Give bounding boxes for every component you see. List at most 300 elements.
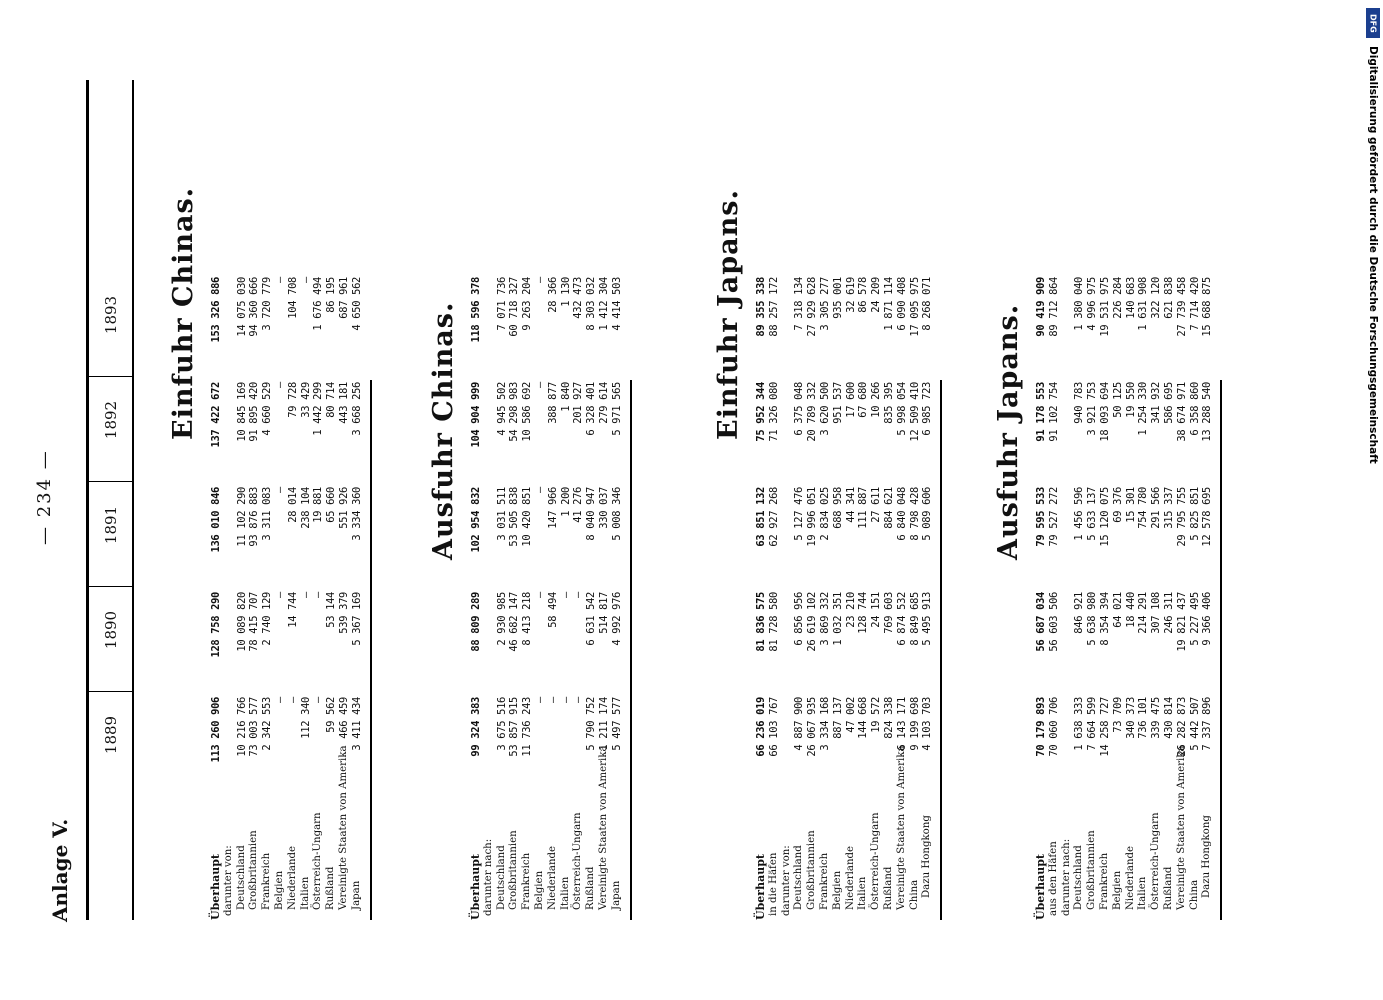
- table-cell: 33 429: [299, 382, 312, 418]
- table-cell: [223, 382, 236, 480]
- column-divider: [86, 691, 134, 692]
- table-cell: 91 895 420: [248, 382, 261, 442]
- table-cell: 824 338: [883, 697, 895, 739]
- table-cell: [483, 592, 496, 690]
- row-label: Niederlande: [546, 845, 558, 910]
- table-cell: 19 821 437: [1175, 592, 1188, 652]
- table-cell: 1 638 333: [1073, 697, 1086, 751]
- row-label: Italien: [1137, 876, 1149, 910]
- year-header-1891: 1891: [102, 505, 120, 545]
- row-label: Dazu Hongkong: [1201, 815, 1213, 898]
- table-cell: 17 600: [844, 382, 857, 418]
- table-cell: 78 415 707: [248, 592, 261, 652]
- table-cell: 102 954 832: [470, 487, 482, 553]
- row-label: Deutschland: [793, 845, 805, 910]
- row-label: Österreich-Ungarn: [572, 812, 584, 910]
- page-number: — 234 —: [34, 449, 55, 545]
- table-cell: 884 621: [883, 487, 895, 529]
- table-cell: 1 840: [559, 382, 572, 412]
- table-cell: 18 440: [1124, 592, 1137, 628]
- table-cell: 17 095 975: [908, 277, 921, 337]
- row-label: Niederlande: [1124, 845, 1136, 910]
- section-rule: [630, 380, 632, 920]
- table-cell: —: [546, 697, 559, 703]
- table-cell: 6 840 048: [895, 487, 908, 541]
- row-label: darunter nach:: [1060, 838, 1072, 916]
- row-label: Frankreich: [1099, 852, 1110, 910]
- table-cell: [1061, 487, 1074, 585]
- table-cell: 44 341: [844, 487, 857, 523]
- table-cell: 4 650 562: [350, 277, 363, 331]
- table-cell: 88 809 289: [470, 592, 482, 652]
- row-label: Belgien: [831, 870, 843, 910]
- table-cell: 10 089 820: [235, 592, 248, 652]
- table-cell: 89 712 864: [1047, 277, 1060, 337]
- table-cell: 226 284: [1111, 277, 1124, 319]
- table-cell: 1 254 330: [1137, 382, 1150, 436]
- row-label: Österreich-Ungarn: [312, 812, 324, 910]
- row-label: Vereinigte Staaten von Amerika: [338, 745, 349, 910]
- table-cell: 19 881: [312, 487, 325, 523]
- table-cell: 1 380 040: [1073, 277, 1086, 331]
- table-cell: 887 137: [831, 697, 844, 739]
- table-cell: 466 459: [338, 697, 350, 739]
- table-cell: 15 120 075: [1099, 487, 1111, 547]
- table-cell: —: [559, 592, 572, 598]
- table-cell: 29 795 755: [1175, 487, 1188, 547]
- table-cell: 18 093 694: [1099, 382, 1111, 442]
- column-divider: [86, 481, 134, 482]
- table-cell: 4 996 975: [1086, 277, 1099, 331]
- table-cell: 60 718 327: [508, 277, 521, 337]
- table-cell: 1 200: [559, 487, 572, 517]
- table-cell: 26 282 873: [1175, 697, 1188, 757]
- table-cell: 3 334 168: [819, 697, 831, 751]
- table-cell: [223, 487, 236, 585]
- table-cell: [781, 382, 794, 480]
- table-cell: —: [299, 592, 312, 598]
- table-cell: 14 744: [286, 592, 299, 628]
- row-label: darunter von:: [780, 845, 792, 916]
- table-cell: —: [312, 697, 325, 703]
- table-cell: 5 825 851: [1188, 487, 1201, 541]
- table-cell: —: [534, 277, 546, 283]
- year-header-1892: 1892: [102, 400, 120, 440]
- table-cell: 14 258 727: [1099, 697, 1111, 757]
- table-cell: 736 101: [1137, 697, 1150, 739]
- table-cell: [483, 697, 496, 795]
- table-cell: 388 877: [546, 382, 559, 424]
- table-cell: 53 505 838: [508, 487, 521, 547]
- section-title: Ausfuhr Chinas.: [428, 301, 459, 560]
- table-cell: 5 633 137: [1086, 487, 1099, 541]
- table-cell: [1061, 382, 1074, 480]
- section-rule: [1220, 380, 1222, 920]
- row-label: darunter nach:: [482, 838, 494, 916]
- section-title: Einfuhr Japans.: [713, 189, 744, 440]
- row-label: Dazu Hongkong: [921, 815, 933, 898]
- table-cell: 940 783: [1073, 382, 1086, 424]
- table-cell: 315 337: [1163, 487, 1175, 529]
- row-label: in die Häfen: [767, 852, 779, 916]
- table-cell: 5 998 054: [895, 382, 908, 436]
- table-cell: 5 971 565: [610, 382, 623, 436]
- table-cell: [781, 697, 794, 795]
- table-cell: 341 932: [1150, 382, 1163, 424]
- row-label: China: [1188, 879, 1200, 910]
- table-cell: 56 603 506: [1047, 592, 1060, 652]
- table-cell: 67 680: [857, 382, 870, 418]
- table-cell: —: [534, 592, 546, 598]
- section-title: Einfuhr Chinas.: [168, 186, 199, 440]
- table-cell: 432 473: [572, 277, 585, 319]
- table-cell: 24 151: [870, 592, 883, 628]
- table-cell: [781, 277, 794, 375]
- table-cell: 3 869 332: [819, 592, 831, 646]
- table-cell: —: [274, 382, 286, 388]
- row-label: darunter von:: [222, 845, 234, 916]
- table-cell: 1 676 494: [312, 277, 325, 331]
- table-cell: 6 143 171: [895, 697, 908, 751]
- row-label: Belgien: [534, 870, 545, 910]
- table-cell: 47 002: [844, 697, 857, 733]
- table-cell: —: [299, 277, 312, 283]
- table-cell: 71 326 080: [767, 382, 780, 442]
- table-cell: 70 179 893: [1035, 697, 1047, 757]
- table-cell: 46 682 147: [508, 592, 521, 652]
- table-cell: 59 562: [325, 697, 338, 733]
- row-label: Niederlande: [286, 845, 298, 910]
- table-cell: 24 209: [870, 277, 883, 313]
- table-cell: 28 366: [546, 277, 559, 313]
- table-cell: 66 103 767: [767, 697, 780, 757]
- row-label: Frankreich: [261, 852, 273, 910]
- annex-label: Anlage V.: [48, 818, 72, 922]
- table-cell: 1 211 174: [598, 697, 610, 751]
- row-label: Italien: [857, 876, 869, 910]
- table-cell: 19 531 975: [1099, 277, 1111, 337]
- table-cell: 15 301: [1124, 487, 1137, 523]
- table-cell: —: [274, 487, 286, 493]
- table-cell: [781, 592, 794, 690]
- table-cell: 19 996 051: [806, 487, 819, 547]
- row-label: Vereinigte Staaten von Amerika: [895, 745, 907, 910]
- row-label: Deutschland: [1073, 845, 1085, 910]
- row-label: China: [908, 879, 920, 910]
- table-cell: 8 354 394: [1099, 592, 1111, 646]
- table-cell: 6 631 542: [585, 592, 598, 646]
- table-cell: 75 952 344: [755, 382, 767, 442]
- table-cell: 19 550: [1124, 382, 1137, 418]
- table-cell: 86 195: [325, 277, 338, 313]
- table-cell: 5 495 913: [921, 592, 934, 646]
- year-header-1893: 1893: [102, 295, 120, 335]
- table-cell: 6 328 401: [585, 382, 598, 436]
- table-cell: 4 660 529: [261, 382, 274, 436]
- table-cell: —: [534, 697, 546, 703]
- table-cell: 99 324 383: [470, 697, 482, 757]
- table-cell: 7 664 599: [1086, 697, 1099, 751]
- table-cell: 20 789 332: [806, 382, 819, 442]
- table-cell: 6 358 860: [1188, 382, 1201, 436]
- table-cell: 86 578: [857, 277, 870, 313]
- table-cell: 53 857 915: [508, 697, 521, 757]
- table-cell: 539 379: [338, 592, 350, 634]
- row-label: Rußland: [1163, 866, 1174, 910]
- table-cell: —: [312, 592, 325, 598]
- row-label: Deutschland: [495, 845, 507, 910]
- table-cell: 10 845 169: [235, 382, 248, 442]
- table-cell: 1 412 304: [598, 277, 610, 331]
- table-cell: 5 638 980: [1086, 592, 1099, 646]
- table-cell: 13 288 540: [1201, 382, 1214, 442]
- table-cell: 136 010 846: [210, 487, 222, 553]
- row-label: Japan: [350, 880, 362, 910]
- table-cell: 69 376: [1111, 487, 1124, 523]
- row-label: Großbritannien: [248, 830, 260, 910]
- table-cell: 15 688 875: [1201, 277, 1214, 337]
- table-cell: 214 291: [1137, 592, 1150, 634]
- table-cell: 586 695: [1163, 382, 1175, 424]
- table-cell: 3 305 277: [819, 277, 831, 331]
- table-cell: 6 874 532: [895, 592, 908, 646]
- column-divider: [86, 376, 134, 377]
- digitization-note: Digitalisierung gefördert durch die Deutsche Forschungsgemeinschaft: [1367, 46, 1379, 464]
- table-cell: 291 566: [1150, 487, 1163, 529]
- table-cell: 64 021: [1111, 592, 1124, 628]
- row-label: Überhaupt: [469, 854, 482, 920]
- table-cell: 6 090 408: [895, 277, 908, 331]
- column-divider: [86, 586, 134, 587]
- table-cell: —: [286, 697, 299, 703]
- table-cell: 6 856 956: [793, 592, 806, 646]
- table-cell: 2 740 129: [261, 592, 274, 646]
- table-cell: 91 102 754: [1047, 382, 1060, 442]
- row-label: Niederlande: [844, 845, 856, 910]
- table-cell: 935 001: [831, 277, 844, 319]
- row-label: Frankreich: [819, 852, 830, 910]
- table-cell: 8 849 685: [908, 592, 921, 646]
- table-cell: 65 660: [325, 487, 338, 523]
- table-cell: 11 736 243: [521, 697, 534, 757]
- table-cell: 94 360 666: [248, 277, 261, 337]
- table-cell: [223, 697, 236, 795]
- table-cell: 79 527 272: [1047, 487, 1060, 547]
- table-cell: —: [572, 592, 585, 598]
- table-cell: 201 927: [572, 382, 585, 424]
- row-label: Belgien: [274, 870, 285, 910]
- section-rule: [370, 380, 372, 920]
- table-cell: 81 836 575: [755, 592, 767, 652]
- row-label: Italien: [299, 876, 311, 910]
- table-cell: 9 263 204: [521, 277, 534, 331]
- table-cell: —: [274, 697, 286, 703]
- table-cell: 70 060 706: [1047, 697, 1060, 757]
- table-cell: 340 373: [1124, 697, 1137, 739]
- table-cell: —: [559, 697, 572, 703]
- table-cell: 3 334 360: [350, 487, 363, 541]
- table-cell: 62 927 268: [767, 487, 780, 547]
- table-cell: 128 744: [857, 592, 870, 634]
- section-rule: [940, 380, 942, 920]
- table-cell: 137 422 672: [210, 382, 222, 448]
- table-cell: 128 758 290: [210, 592, 222, 658]
- table-cell: 835 395: [883, 382, 895, 424]
- table-cell: 2 930 985: [495, 592, 508, 646]
- table-cell: 104 904 999: [470, 382, 482, 448]
- table-cell: 38 674 971: [1175, 382, 1188, 442]
- table-cell: 6 985 723: [921, 382, 934, 436]
- table-cell: 41 276: [572, 487, 585, 523]
- table-cell: 430 814: [1163, 697, 1175, 739]
- table-cell: [781, 487, 794, 585]
- table-cell: 5 227 495: [1188, 592, 1201, 646]
- table-cell: [483, 382, 496, 480]
- table-cell: [1061, 277, 1074, 375]
- table-cell: [1061, 697, 1074, 795]
- table-cell: 10 420 851: [521, 487, 534, 547]
- table-cell: 9 199 698: [908, 697, 921, 751]
- table-cell: 88 257 172: [767, 277, 780, 337]
- table-cell: 621 838: [1163, 277, 1175, 319]
- table-cell: 551 926: [338, 487, 350, 529]
- table-cell: 1 456 596: [1073, 487, 1086, 541]
- table-cell: —: [534, 382, 546, 388]
- table-cell: 27 929 628: [806, 277, 819, 337]
- row-label: Großbritannien: [806, 830, 818, 910]
- table-cell: 238 104: [299, 487, 312, 529]
- row-label: aus den Häfen: [1047, 841, 1059, 916]
- table-cell: 3 311 083: [261, 487, 274, 541]
- row-label: Überhaupt: [754, 854, 767, 920]
- table-cell: 4 103 703: [921, 697, 934, 751]
- table-cell: 3 031 511: [495, 487, 508, 541]
- table-cell: 50 125: [1111, 382, 1124, 418]
- table-cell: 140 683: [1124, 277, 1137, 319]
- table-cell: 79 728: [286, 382, 299, 418]
- table-cell: 104 708: [286, 277, 299, 319]
- table-cell: 8 040 947: [585, 487, 598, 541]
- table-cell: 8 303 032: [585, 277, 598, 331]
- table-cell: 769 603: [883, 592, 895, 634]
- row-label: Japan: [610, 880, 622, 910]
- table-cell: 80 714: [325, 382, 338, 418]
- table-cell: 53 144: [325, 592, 338, 628]
- table-cell: 1 442 299: [312, 382, 325, 436]
- table-cell: —: [274, 277, 286, 283]
- table-cell: 79 595 533: [1035, 487, 1047, 547]
- table-cell: 12 578 695: [1201, 487, 1214, 547]
- table-cell: 7 337 896: [1201, 697, 1214, 751]
- table-cell: [223, 277, 236, 375]
- table-cell: 7 714 420: [1188, 277, 1201, 331]
- table-cell: [483, 487, 496, 585]
- table-cell: 89 355 338: [755, 277, 767, 337]
- row-label: Rußland: [883, 866, 894, 910]
- table-cell: 73 709: [1111, 697, 1124, 733]
- table-cell: 26 619 102: [806, 592, 819, 652]
- table-cell: 23 210: [844, 592, 857, 628]
- table-cell: 10 586 692: [521, 382, 534, 442]
- table-cell: 3 620 500: [819, 382, 831, 436]
- table-cell: 951 537: [831, 382, 844, 424]
- table-cell: 754 780: [1137, 487, 1150, 529]
- table-cell: 26 067 935: [806, 697, 819, 757]
- row-label: Rußland: [325, 866, 337, 910]
- table-cell: —: [274, 592, 286, 598]
- table-cell: 9 366 406: [1201, 592, 1214, 646]
- year-header-1890: 1890: [102, 610, 120, 650]
- table-cell: [223, 592, 236, 690]
- table-cell: 113 260 906: [210, 697, 222, 763]
- table-cell: 3 921 753: [1086, 382, 1099, 436]
- table-cell: 54 298 983: [508, 382, 521, 442]
- table-cell: 14 075 030: [235, 277, 248, 337]
- table-cell: 111 887: [857, 487, 870, 529]
- row-label: Rußland: [585, 866, 597, 910]
- table-cell: 5 442 507: [1188, 697, 1201, 751]
- table-cell: 5 790 752: [585, 697, 598, 751]
- table-cell: 322 120: [1150, 277, 1163, 319]
- table-cell: 279 614: [598, 382, 610, 424]
- table-cell: 12 509 410: [908, 382, 921, 442]
- table-cell: 144 668: [857, 697, 870, 739]
- table-cell: 5 008 346: [610, 487, 623, 541]
- table-cell: 10 216 766: [235, 697, 248, 757]
- table-cell: 27 611: [870, 487, 883, 523]
- table-cell: 8 413 218: [521, 592, 534, 646]
- row-label: Österreich-Ungarn: [870, 812, 882, 910]
- table-cell: 10 266: [870, 382, 883, 418]
- row-label: Belgien: [1111, 870, 1123, 910]
- row-label: Vereinigte Staaten von Amerika: [1175, 745, 1187, 910]
- row-label: Vereinigte Staaten von Amerika: [598, 745, 609, 910]
- year-header-1889: 1889: [102, 715, 120, 755]
- table-cell: 4 945 502: [495, 382, 508, 436]
- table-cell: 32 619: [844, 277, 857, 313]
- table-cell: 19 572: [870, 697, 883, 733]
- table-cell: 63 851 132: [755, 487, 767, 547]
- table-cell: 73 003 577: [248, 697, 261, 757]
- row-label: Überhaupt: [1034, 854, 1047, 920]
- table-cell: 153 326 886: [210, 277, 222, 343]
- row-label: Überhaupt: [209, 854, 222, 920]
- row-label: Italien: [559, 876, 571, 910]
- table-cell: 1 130: [559, 277, 572, 307]
- table-cell: [483, 277, 496, 375]
- table-cell: 3 668 256: [350, 382, 363, 436]
- table-cell: 5 367 169: [350, 592, 363, 646]
- header-rule-bottom: [132, 80, 134, 920]
- table-cell: 246 311: [1163, 592, 1175, 634]
- dfg-logo: DFG: [1366, 8, 1380, 38]
- table-cell: 3 411 434: [350, 697, 363, 751]
- table-cell: 147 966: [546, 487, 559, 529]
- table-cell: 2 834 025: [819, 487, 831, 541]
- table-cell: 7 071 736: [495, 277, 508, 331]
- table-cell: 28 014: [286, 487, 299, 523]
- table-cell: 1 032 351: [831, 592, 844, 646]
- row-label: Großbritannien: [508, 830, 520, 910]
- table-cell: 5 497 577: [610, 697, 623, 751]
- table-cell: 846 921: [1073, 592, 1086, 634]
- table-cell: 118 596 378: [470, 277, 482, 343]
- table-cell: 93 876 883: [248, 487, 261, 547]
- table-cell: 8 268 071: [921, 277, 934, 331]
- table-cell: 27 739 458: [1175, 277, 1188, 337]
- table-cell: —: [572, 697, 585, 703]
- table-cell: —: [534, 487, 546, 493]
